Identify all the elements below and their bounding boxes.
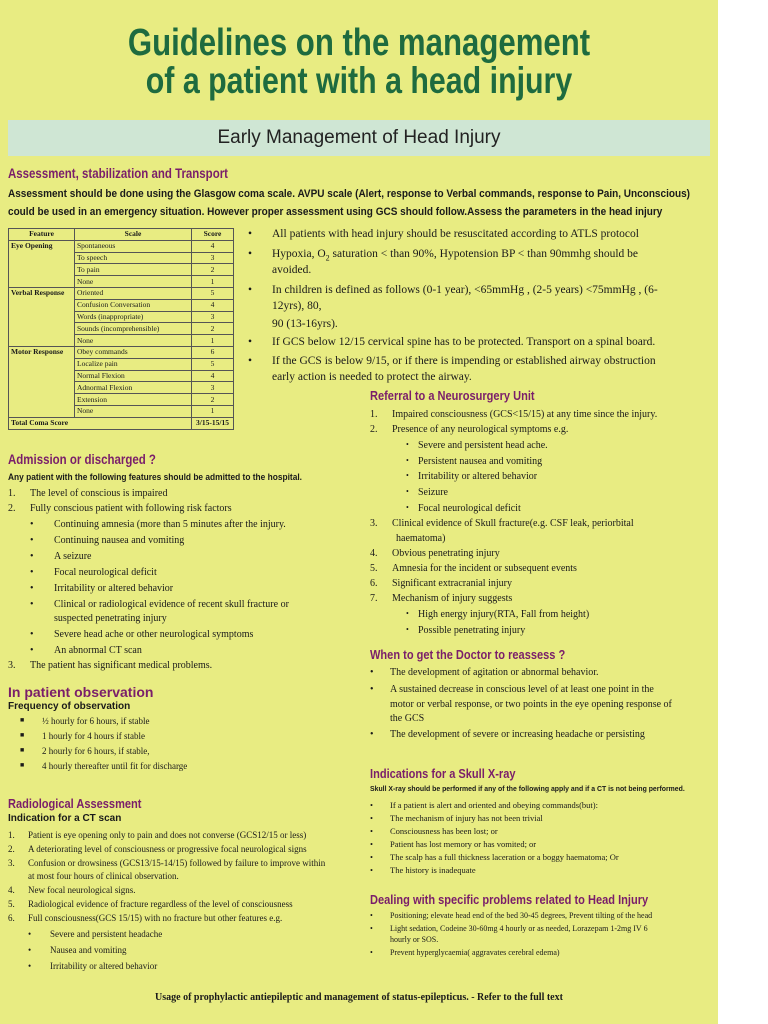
- list-number: 2.: [8, 844, 15, 854]
- gcs-score: 3: [192, 252, 234, 264]
- observation-heading: In patient observation: [8, 684, 154, 700]
- admission-intro: Any patient with the following features should be admitted to the hospital.: [8, 472, 303, 483]
- specific-item: Light sedation, Codeine 30-60mg 4 hourly or as needed, Lorazepam 1-2mg IV 6: [390, 924, 648, 933]
- list-subitem: A seizure: [54, 551, 92, 562]
- reassess-item: A sustained decrease in conscious level of at least one point in the: [390, 684, 654, 695]
- bullet-text: If GCS below 12/15 cervical spine has to be protected. Transport on a spinal board.: [272, 336, 656, 348]
- mechanism-item: High energy injury(RTA, Fall from height): [418, 609, 590, 620]
- specific-problems-heading: Dealing with specific problems related to Head Injury: [370, 892, 649, 907]
- gcs-score: 5: [192, 287, 234, 299]
- list-subitem: Continuing amnesia (more than 5 minutes after the injury.: [54, 519, 286, 530]
- gcs-scale: Words (inappropriate): [75, 311, 192, 323]
- list-number: 5.: [8, 899, 15, 909]
- list-item: Impaired consciousness (GCS<15/15) at any time since the injury.: [392, 409, 658, 420]
- list-item: haematoma): [396, 533, 446, 544]
- gcs-header-feature: Feature: [9, 229, 75, 241]
- list-subitem: Severe and persistent headache: [50, 929, 163, 939]
- skull-xray-heading: Indications for a Skull X-ray: [370, 766, 516, 781]
- gcs-score: 4: [192, 370, 234, 382]
- reassess-item: The development of severe or increasing headache or persisting: [390, 729, 645, 740]
- footer-note: Usage of prophylactic antiepileptic and management of status-epilepticus. - Refer to the full text: [155, 992, 563, 1003]
- gcs-scale: Extension: [75, 394, 192, 406]
- skull-xray-intro: Skull X-ray should be performed if any of the following apply and if a CT is not being performed.: [370, 784, 685, 793]
- list-subitem: Nausea and vomiting: [50, 945, 127, 955]
- list-item: Clinical evidence of Skull fracture(e.g. CSF leak, periorbital: [392, 518, 634, 529]
- list-subitem: Irritability or altered behavior: [54, 583, 174, 594]
- list-item: Radiological evidence of fracture regardless of the level of consciousness: [28, 899, 293, 909]
- gcs-header-score: Score: [192, 229, 234, 241]
- list-number: 4.: [370, 548, 378, 559]
- list-number: 2.: [370, 424, 378, 435]
- list-subitem: Clinical or radiological evidence of recent skull fracture or: [54, 599, 289, 610]
- list-item: Confusion or drowsiness (GCS13/15-14/15) followed by failure to improve within: [28, 858, 326, 868]
- reassess-item: motor or verbal response, or two points in the eye opening response of: [390, 699, 672, 710]
- list-item: Amnesia for the incident or subsequent events: [392, 563, 577, 574]
- list-item: The patient has significant medical problems.: [30, 660, 213, 671]
- bullet-text: 12yrs), 80,: [272, 300, 322, 312]
- gcs-scale: Sounds (incomprehensible): [75, 323, 192, 335]
- bullet-text: early action is needed to protect the airway.: [272, 371, 472, 383]
- reassess-item: the GCS: [390, 713, 425, 724]
- list-item: Significant extracranial injury: [392, 578, 512, 589]
- referral-heading: Referral to a Neurosurgery Unit: [370, 388, 535, 403]
- list-number: 1.: [8, 830, 15, 840]
- gcs-scale: None: [75, 276, 192, 288]
- gcs-feature: Motor Response: [9, 346, 75, 417]
- list-item: The level of conscious is impaired: [30, 488, 168, 499]
- skull-xray-item: Patient has lost memory or has vomited; or: [390, 839, 537, 849]
- mechanism-item: Possible penetrating injury: [418, 625, 526, 636]
- specific-item: Prevent hyperglycaemia( aggravates cerebral edema): [390, 948, 560, 957]
- gcs-scale: None: [75, 405, 192, 417]
- gcs-scale: Confusion Conversation: [75, 299, 192, 311]
- bullet-text: If the GCS is below 9/15, or if there is impending or established airway obstruction: [272, 355, 656, 367]
- list-number: 3.: [8, 858, 15, 868]
- poster-title-line1: Guidelines on the management: [127, 22, 591, 64]
- bullet-text: avoided.: [272, 264, 312, 276]
- gcs-score: 5: [192, 358, 234, 370]
- list-number: 6.: [8, 913, 15, 923]
- gcs-score: 2: [192, 264, 234, 276]
- symptom-item: Focal neurological deficit: [418, 503, 521, 514]
- admission-heading: Admission or discharged ?: [8, 452, 156, 467]
- list-number: 2.: [8, 503, 16, 514]
- bullet-text: In children is defined as follows (0-1 year), <65mmHg , (2-5 years) <75mmHg , (6-: [272, 284, 658, 296]
- gcs-total-label: Total Coma Score: [9, 417, 192, 429]
- list-item: A deteriorating level of consciousness or progressive focal neurological signs: [28, 844, 307, 854]
- gcs-score: 4: [192, 299, 234, 311]
- list-number: 3.: [8, 660, 16, 671]
- list-number: 7.: [370, 593, 378, 604]
- gcs-scale: To speech: [75, 252, 192, 264]
- gcs-scale: Obey commands: [75, 346, 192, 358]
- specific-item: hourly or SOS.: [390, 935, 439, 944]
- gcs-score: 3: [192, 382, 234, 394]
- gcs-scale: Adnormal Flexion: [75, 382, 192, 394]
- assessment-intro-1: Assessment should be done using the Glasgow coma scale. AVPU scale (Alert, response to Verbal commands, response to Pain, Unconscious): [8, 188, 690, 200]
- gcs-feature: Eye Opening: [9, 240, 75, 287]
- gcs-scale: To pain: [75, 264, 192, 276]
- list-subitem: suspected penetrating injury: [54, 613, 167, 624]
- gcs-score: 1: [192, 405, 234, 417]
- gcs-scale: Localize pain: [75, 358, 192, 370]
- list-subitem: Irritability or altered behavior: [50, 961, 158, 971]
- radiological-subheading: Indication for a CT scan: [8, 813, 122, 824]
- list-item: at most four hours of clinical observation.: [28, 871, 179, 881]
- gcs-scale: None: [75, 335, 192, 347]
- observation-subheading: Frequency of observation: [8, 701, 131, 712]
- observation-item: ½ hourly for 6 hours, if stable: [42, 716, 150, 726]
- list-item: New focal neurological signs.: [28, 885, 136, 895]
- gcs-score: 1: [192, 276, 234, 288]
- gcs-header-scale: Scale: [75, 229, 192, 241]
- specific-item: Positioning; elevate head end of the bed 30-45 degrees, Prevent tilting of the head: [390, 911, 653, 920]
- assessment-heading: Assessment, stabilization and Transport: [8, 166, 229, 181]
- gcs-total-value: 3/15-15/15: [192, 417, 234, 429]
- list-item: Presence of any neurological symptoms e.g.: [392, 424, 569, 435]
- list-item: Patient is eye opening only to pain and does not converse (GCS12/15 or less): [28, 830, 307, 840]
- gcs-scale: Oriented: [75, 287, 192, 299]
- skull-xray-item: The history is inadequate: [390, 865, 476, 875]
- assessment-intro-2: could be used in an emergency situation. However proper assessment using GCS should follow.Assess the parameters in the head injury: [8, 206, 663, 218]
- bullet-text: 90 (13-16yrs).: [272, 318, 338, 330]
- symptom-item: Seizure: [418, 487, 448, 498]
- observation-item: 4 hourly thereafter until fit for discharge: [42, 761, 188, 771]
- list-subitem: Severe head ache or other neurological symptoms: [54, 629, 254, 640]
- skull-xray-item: The mechanism of injury has not been trivial: [390, 813, 543, 823]
- gcs-scale: Normal Flexion: [75, 370, 192, 382]
- observation-item: 2 hourly for 6 hours, if stable,: [42, 746, 150, 756]
- skull-xray-item: If a patient is alert and oriented and obeying commands(but):: [390, 800, 598, 810]
- list-item: Mechanism of injury suggests: [392, 593, 513, 604]
- list-item: Fully conscious patient with following risk factors: [30, 503, 232, 514]
- gcs-score: 6: [192, 346, 234, 358]
- list-subitem: Continuing nausea and vomiting: [54, 535, 185, 546]
- poster-title-line2: of a patient with a head injury: [145, 60, 573, 101]
- list-number: 1.: [8, 488, 16, 499]
- observation-item: 1 hourly for 4 hours if stable: [42, 731, 145, 741]
- symptom-item: Irritability or altered behavior: [418, 471, 538, 482]
- symptom-item: Severe and persistent head ache.: [418, 440, 548, 451]
- list-item: Obvious penetrating injury: [392, 548, 500, 559]
- bullet-text: All patients with head injury should be resuscitated according to ATLS protocol: [272, 228, 639, 240]
- reassess-item: The development of agitation or abnormal behavior.: [390, 667, 599, 678]
- gcs-table: [8, 228, 234, 430]
- list-number: 3.: [370, 518, 378, 529]
- gcs-score: 2: [192, 323, 234, 335]
- list-number: 1.: [370, 409, 378, 420]
- poster: Guidelines on the management of a patient with a head injury Early Management of Head Injury Assessment, stabilization and Transport Assessment should be done using the Glasgow coma scale. AVPU scale (Alert, response to Verbal commands, response to Pain, Unconscious) could be used in an emergency situation. However proper assessment using GCS should follow.Assess the parameters in the head injury Feature Scale Score Eye Opening Spontaneous 4 To speech 3 To pain 2 None 1 Verbal Response Oriented 5 Confusion Conversation 4 Words (inappropriate) 3 Sounds (incomprehensible) 2 None 1 Motor Response Obey commands 6 Localize pain 5 Normal Flexion 4 Adnormal Flexion 3 Extension 2 None 1 Total Coma Score 3/15-15/15 • All patients with head injury should be resuscitated according to ATLS protocol • Hypoxia, $O_2$ saturation < than 90%, Hypotension BP < than 90mmhg should be avoided. • In children is defined as follows (0-1 year), <65mmHg , (2-5 years) <75mmHg , (6- 12yrs), 80, 90 (13-16yrs). • If GCS below 12/15 cervical spine has to be protected. Transport on a spinal board. • If the GCS is below 9/15, or if there is impending or established airway obstruction early action is needed to protect the airway. Admission or discharged ? Any patient with the following features should be admitted to the hospital. 1. The level of conscious is impaired 2. Fully conscious patient with following risk factors • Continuing amnesia (more than 5 minutes after the injury. • Continuing nausea and vomiting • A seizure • Focal neurological deficit • Irritability or altered behavior • Clinical or radiological evidence of recent skull fracture or suspected penetrating injury • Severe head ache or other neurological symptoms • An abnormal CT scan 3. The patient has significant medical problems. In patient observation Frequency of observation ■ ½ hourly for 6 hours, if stable ■ 1 hourly for 4 hours if stable ■ 2 hourly for 6 hours, if stable, ■ 4 hourly thereafter until fit for discharge Radiological Assessment Indication for a CT scan 1. Patient is eye opening only to pain and does not converse (GCS12/15 or less) 2. A deteriorating level of consciousness or progressive focal neurological signs 3. Confusion or drowsiness (GCS13/15-14/15) followed by failure to improve within at most four hours of clinical observation. 4. New focal neurological signs. 5. Radiological evidence of fracture regardless of the level of consciousness 6. Full consciousness(GCS 15/15) with no fracture but other features e.g. • Severe and persistent headache • Nausea and vomiting • Irritability or altered behavior Referral to a Neurosurgery Unit 1. Impaired consciousness (GCS<15/15) at any time since the injury. 2. Presence of any neurological symptoms e.g. • Severe and persistent head ache. • Persistent nausea and vomiting • Irritability or altered behavior • Seizure • Focal neurological deficit 3. Clinical evidence of Skull fracture(e.g. CSF leak, periorbital haematoma) 4. Obvious penetrating injury 5. Amnesia for the incident or subsequent events 6. Significant extracranial injury 7. Mechanism of injury suggests • High energy injury(RTA, Fall from height) • Possible penetrating injury When to get the Doctor to reassess ? • The development of agitation or abnormal behavior. • A sustained decrease in conscious level of at least one point in the motor or verbal response, or two points in the eye opening response of the GCS • The development of severe or increasing headache or persisting Indications for a Skull X-ray Skull X-ray should be performed if any of the following apply and if a CT is not being performed. • If a patient is alert and oriented and obeying commands(but): • The mechanism of injury has not been trivial • Consciousness has been lost; or • Patient has lost memory or has vomited; or • The scalp has a full thickness laceration or a boggy haematoma; Or • The history is inadequate Dealing with specific problems related to Head Injury • Positioning; elevate head end of the bed 30-45 degrees, Prevent tilting of the head • Light sedation, Codeine 30-60mg 4 hourly or as needed, Lorazepam 1-2mg IV 6 hourly or SOS. • Prevent hyperglycaemia( aggravates cerebral edema) Usage of prophylactic antiepileptic and management of status-epilepticus. - Refer to the full text: [0, 0, 718, 1024]
- skull-xray-item: The scalp has a full thickness laceration or a boggy haematoma; Or: [390, 852, 619, 862]
- list-number: 4.: [8, 885, 15, 895]
- reassess-heading: When to get the Doctor to reassess ?: [370, 647, 566, 662]
- list-subitem: An abnormal CT scan: [54, 645, 142, 656]
- skull-xray-item: Consciousness has been lost; or: [390, 826, 498, 836]
- gcs-feature: Verbal Response: [9, 287, 75, 346]
- bullet-text: Hypoxia, $O_2$ saturation < than 90%, Hypotension BP < than 90mmhg should be: [272, 248, 638, 263]
- gcs-scale: Spontaneous: [75, 240, 192, 252]
- section-banner: Early Management of Head Injury: [8, 120, 710, 156]
- gcs-score: 2: [192, 394, 234, 406]
- list-number: 5.: [370, 563, 378, 574]
- symptom-item: Persistent nausea and vomiting: [418, 456, 543, 467]
- gcs-score: 1: [192, 335, 234, 347]
- radiological-heading: Radiological Assessment: [8, 796, 142, 811]
- list-subitem: Focal neurological deficit: [54, 567, 157, 578]
- gcs-score: 4: [192, 240, 234, 252]
- list-item: Full consciousness(GCS 15/15) with no fracture but other features e.g.: [28, 913, 283, 923]
- gcs-score: 3: [192, 311, 234, 323]
- list-number: 6.: [370, 578, 378, 589]
